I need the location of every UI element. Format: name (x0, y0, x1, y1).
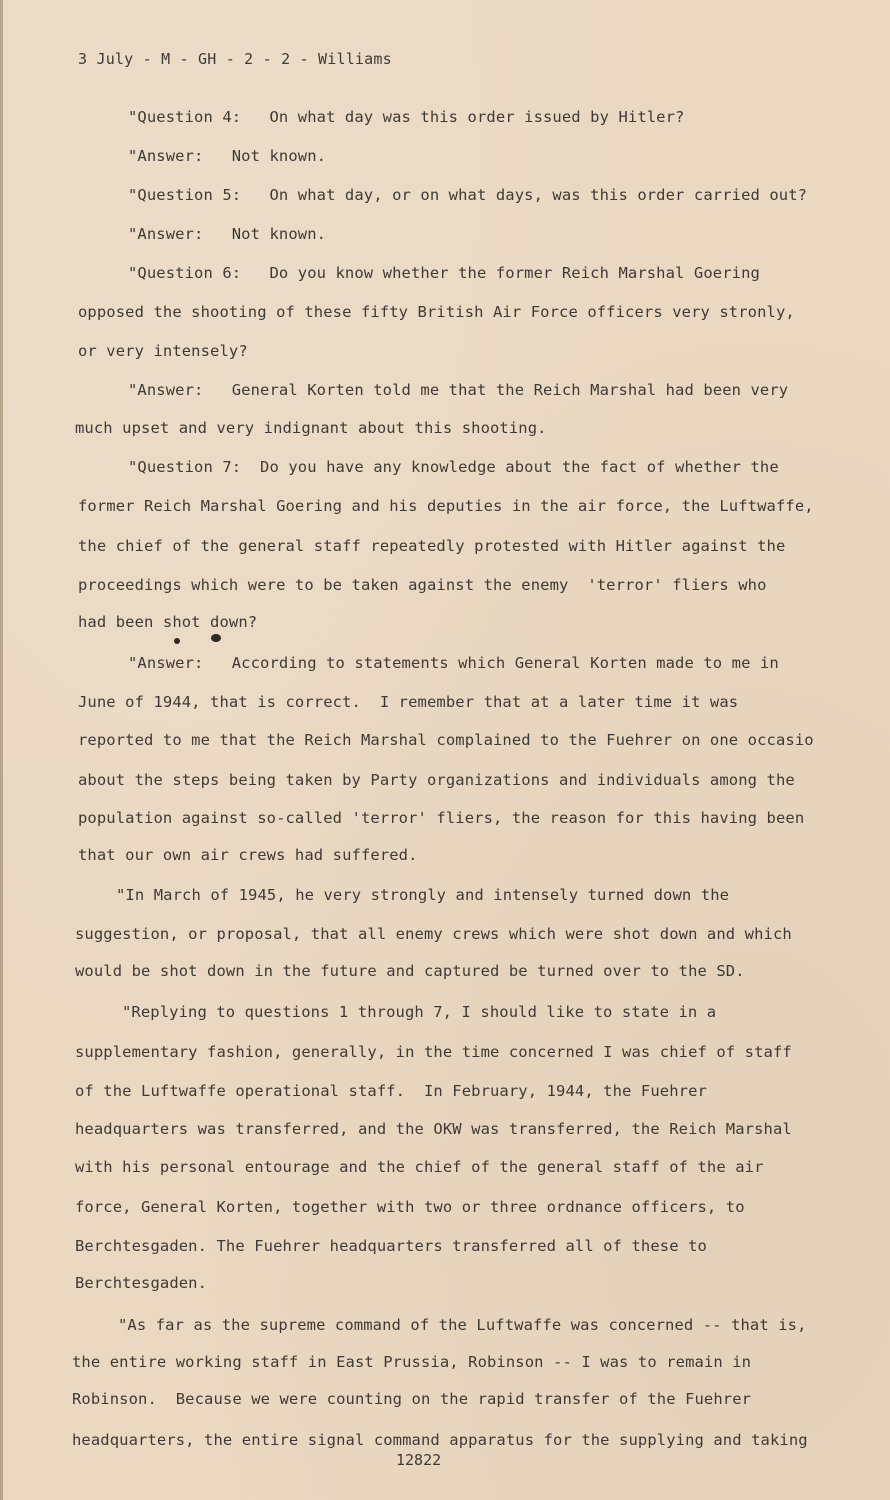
document-line: headquarters was transferred, and the OKW was transferred, the Reich Marshal (75, 1120, 792, 1138)
document-line: would be shot down in the future and captured be turned over to the SD. (75, 962, 745, 980)
document-line: "Question 7: Do you have any knowledge about the fact of whether the (128, 458, 779, 476)
document-line: force, General Korten, together with two or three ordnance officers, to (75, 1198, 745, 1216)
document-line: "Question 6: Do you know whether the former Reich Marshal Goering (128, 264, 760, 282)
document-line: former Reich Marshal Goering and his deputies in the air force, the Luftwaffe, (78, 497, 814, 515)
document-line: "As far as the supreme command of the Luftwaffe was concerned -- that is, (118, 1316, 807, 1334)
document-line: headquarters, the entire signal command apparatus for the supplying and taking (72, 1431, 808, 1449)
document-line: reported to me that the Reich Marshal complained to the Fuehrer on one occasio (78, 731, 814, 749)
document-line: supplementary fashion, generally, in the time concerned I was chief of staff (75, 1043, 792, 1061)
document-line: opposed the shooting of these fifty British Air Force officers very stronly, (78, 303, 795, 321)
document-line: Berchtesgaden. The Fuehrer headquarters transferred all of these to (75, 1237, 707, 1255)
document-line: of the Luftwaffe operational staff. In February, 1944, the Fuehrer (75, 1082, 707, 1100)
document-line: "Answer: Not known. (128, 147, 327, 165)
ink-blot (211, 634, 221, 642)
document-line: had been shot down? (78, 613, 258, 631)
document-line: much upset and very indignant about this shooting. (75, 419, 547, 437)
document-line: "Answer: Not known. (128, 225, 327, 243)
document-line: about the steps being taken by Party organizations and individuals among the (78, 771, 795, 789)
page-header: 3 July - M - GH - 2 - 2 - Williams (78, 50, 392, 68)
document-line: June of 1944, that is correct. I remember that at a later time it was (78, 693, 739, 711)
page-number: 12822 (396, 1451, 442, 1469)
document-line: "Answer: General Korten told me that the Reich Marshal had been very (128, 381, 789, 399)
document-line: Berchtesgaden. (75, 1274, 208, 1292)
document-line: "In March of 1945, he very strongly and intensely turned down the (116, 886, 730, 904)
document-line: the chief of the general staff repeatedly protested with Hitler against the (78, 537, 786, 555)
page-left-edge (0, 0, 3, 1500)
document-line: that our own air crews had suffered. (78, 846, 418, 864)
document-line: population against so-called 'terror' fliers, the reason for this having been (78, 809, 805, 827)
document-line: "Question 4: On what day was this order issued by Hitler? (128, 108, 685, 126)
document-line: Robinson. Because we were counting on the rapid transfer of the Fuehrer (72, 1390, 752, 1408)
document-line: "Answer: According to statements which General Korten made to me in (128, 654, 779, 672)
document-line: suggestion, or proposal, that all enemy crews which were shot down and which (75, 925, 792, 943)
document-line: or very intensely? (78, 342, 248, 360)
ink-blot (174, 638, 180, 644)
document-line: "Replying to questions 1 through 7, I should like to state in a (122, 1003, 717, 1021)
document-line: with his personal entourage and the chief of the general staff of the air (75, 1158, 764, 1176)
document-line: proceedings which were to be taken against the enemy 'terror' fliers who (78, 576, 767, 594)
document-line: "Question 5: On what day, or on what days, was this order carried out? (128, 186, 808, 204)
document-line: the entire working staff in East Prussia, Robinson -- I was to remain in (72, 1353, 752, 1371)
